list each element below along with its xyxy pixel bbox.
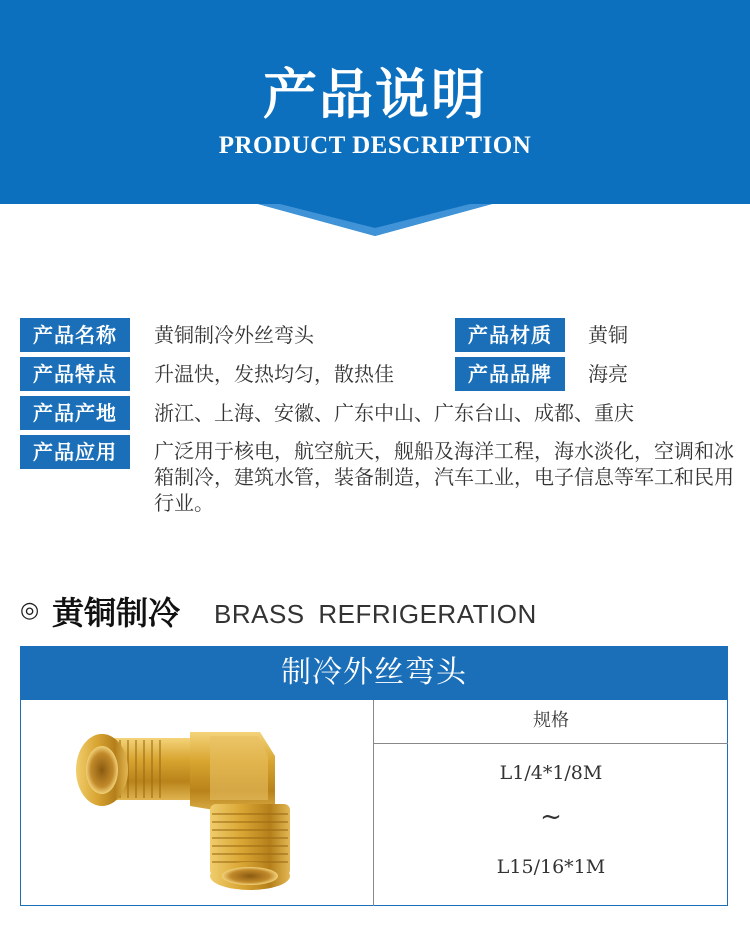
product-image [60,716,340,896]
spec-value-name: 黄铜制冷外丝弯头 [154,323,314,347]
spec-label-brand: 产品品牌 [455,357,565,391]
brass-elbow-illustration [60,716,340,896]
spec-value-usage: 广泛用于核电，航空航天，舰船及海洋工程，海水淡化，空调和冰箱制冷，建筑水管，装备制造，汽车工业，电子信息等军工和民用行业。 [154,439,734,515]
spec-label-name: 产品名称 [20,318,130,352]
spec-value-brand: 海亮 [588,362,628,386]
spec-label-origin: 产品产地 [20,396,130,430]
spec-label-feature: 产品特点 [20,357,130,391]
spec-value-origin: 浙江、上海、安徽、广东中山、广东台山、成都、重庆 [154,401,634,425]
spec-range-end: L15/16*1M [496,856,606,878]
spec-label-material: 产品材质 [455,318,565,352]
spec-value-feature: 升温快，发热均匀，散热佳 [154,362,394,386]
table-header: 制冷外丝弯头 [20,646,728,700]
spec-column-header: 规格 [533,710,569,731]
spec-range-separator: ~ [540,802,562,832]
table-spec-divider [374,743,728,744]
spec-label-usage: 产品应用 [20,435,130,469]
header-banner [0,0,750,236]
page-title: 产品说明 [263,62,487,126]
section-title-en: BRASS REFRIGERATION [214,599,537,629]
spec-range-start: L1/4*1/8M [499,762,603,784]
circle-dot-icon: ◎ [20,598,40,623]
page-subtitle: PRODUCT DESCRIPTION [218,132,532,159]
section-title-cn: 黄铜制冷 [52,594,181,632]
spec-value-material: 黄铜 [588,323,628,347]
